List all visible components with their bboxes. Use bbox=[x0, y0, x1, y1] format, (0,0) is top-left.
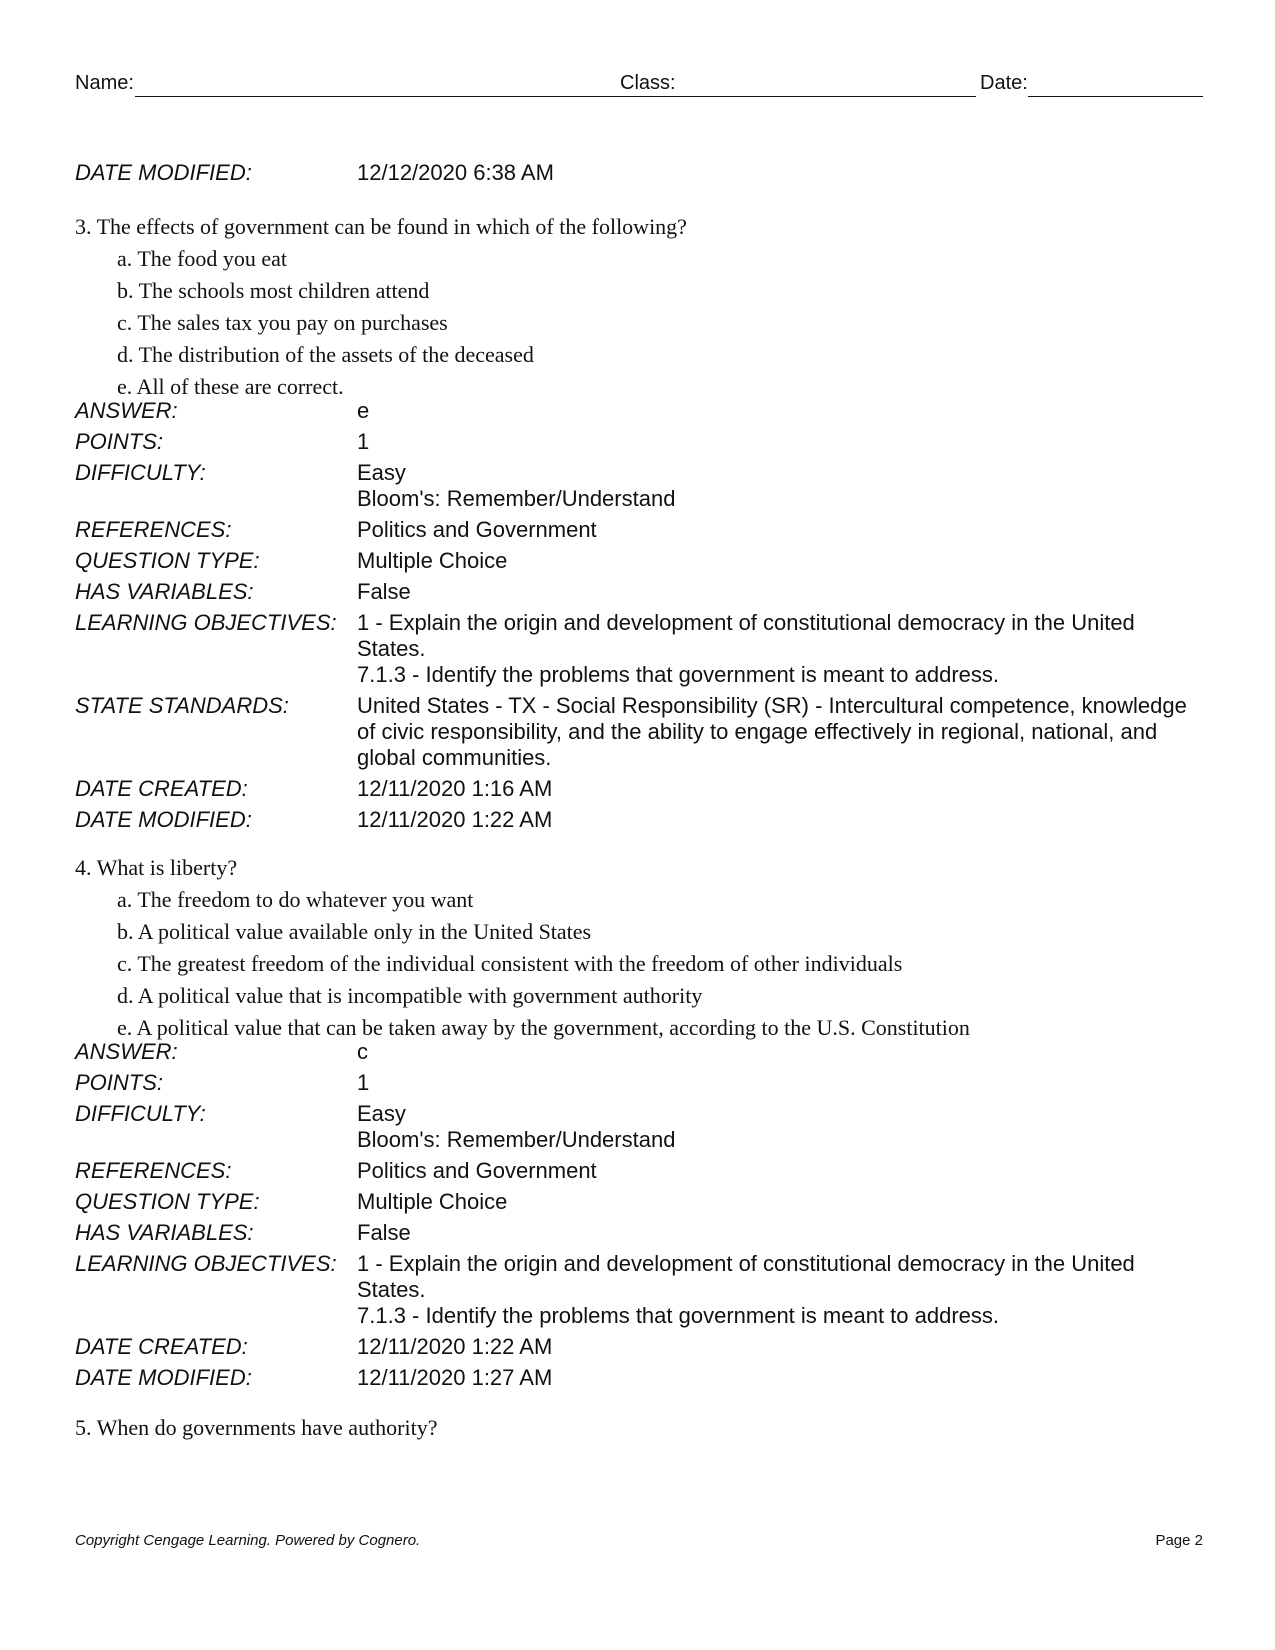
meta-label: STATE STANDARDS: bbox=[75, 693, 289, 718]
meta-label: REFERENCES: bbox=[75, 1158, 232, 1183]
meta-value: 12/11/2020 1:16 AM bbox=[357, 776, 553, 801]
meta-label: HAS VARIABLES: bbox=[75, 579, 254, 604]
meta-label: REFERENCES: bbox=[75, 517, 232, 542]
meta-row-date-modified bbox=[75, 1365, 1203, 1391]
meta-value bbox=[357, 610, 1203, 688]
worksheet-header bbox=[75, 72, 1203, 102]
answer-option: e. All of these are correct. bbox=[117, 374, 344, 399]
question-4-meta bbox=[75, 1039, 1203, 1396]
question-stem: 4. What is liberty? bbox=[75, 855, 238, 880]
meta-value: United States - TX - Social Responsibility (SR) - Intercultural competence, knowledge of civic responsibility, and the ability to engage effectively in regional, national, and global communities. bbox=[357, 693, 1187, 770]
meta-label: DATE MODIFIED: bbox=[75, 807, 252, 832]
date-label: Date: bbox=[980, 72, 1028, 94]
meta-label: ANSWER: bbox=[75, 398, 178, 423]
learning-objective: 1 - Explain the origin and development of constitutional democracy in the United States. bbox=[357, 610, 1135, 661]
question-4 bbox=[75, 855, 970, 1041]
meta-label: DATE CREATED: bbox=[75, 1334, 248, 1359]
meta-row-has-variables bbox=[75, 1220, 1203, 1246]
copyright-notice: Copyright Cengage Learning. Powered by Cognero. bbox=[75, 1532, 421, 1549]
meta-value: 12/11/2020 1:22 AM bbox=[357, 807, 553, 832]
meta-label: POINTS: bbox=[75, 429, 164, 454]
meta-row-date-created bbox=[75, 1334, 1203, 1360]
blooms-value: Bloom's: Remember/Understand bbox=[357, 486, 676, 511]
meta-value: 12/11/2020 1:27 AM bbox=[357, 1365, 553, 1390]
meta-value: Multiple Choice bbox=[357, 548, 508, 573]
learning-objective: 7.1.3 - Identify the problems that government is meant to address. bbox=[357, 1303, 1000, 1328]
meta-value: Politics and Government bbox=[357, 1158, 597, 1183]
class-blank-line bbox=[676, 96, 976, 97]
page-number: Page 2 bbox=[1155, 1532, 1203, 1549]
answer-option: a. The food you eat bbox=[117, 246, 288, 271]
meta-row-has-variables bbox=[75, 579, 1203, 605]
meta-label: DATE MODIFIED: bbox=[75, 1365, 252, 1390]
meta-label: POINTS: bbox=[75, 1070, 164, 1095]
meta-value: Multiple Choice bbox=[357, 1189, 508, 1214]
question-stem: 5. When do governments have authority? bbox=[75, 1415, 438, 1440]
learning-objective: 7.1.3 - Identify the problems that government is meant to address. bbox=[357, 662, 1000, 687]
difficulty-value: Easy bbox=[357, 1101, 406, 1126]
meta-row-date-created bbox=[75, 776, 1203, 802]
meta-label: LEARNING OBJECTIVES: bbox=[75, 1251, 337, 1276]
answer-option: b. The schools most children attend bbox=[117, 278, 430, 303]
meta-label: LEARNING OBJECTIVES: bbox=[75, 610, 337, 635]
meta-value: 1 bbox=[357, 429, 370, 454]
question-3-meta bbox=[75, 398, 1203, 838]
meta-value: Politics and Government bbox=[357, 517, 597, 542]
meta-label: QUESTION TYPE: bbox=[75, 1189, 260, 1214]
meta-row-difficulty bbox=[75, 1101, 1203, 1153]
answer-option: a. The freedom to do whatever you want bbox=[117, 887, 474, 912]
meta-label: QUESTION TYPE: bbox=[75, 548, 260, 573]
meta-label: DATE CREATED: bbox=[75, 776, 248, 801]
meta-row-points bbox=[75, 1070, 1203, 1096]
meta-value: 12/11/2020 1:22 AM bbox=[357, 1334, 553, 1359]
meta-row-references bbox=[75, 517, 1203, 543]
meta-value: c bbox=[357, 1039, 368, 1064]
meta-value: False bbox=[357, 1220, 411, 1245]
meta-value bbox=[357, 1101, 1203, 1153]
meta-row-learning-objectives bbox=[75, 1251, 1203, 1329]
meta-row-answer bbox=[75, 398, 1203, 424]
name-label: Name: bbox=[75, 72, 134, 94]
meta-label: ANSWER: bbox=[75, 1039, 178, 1064]
meta-value: e bbox=[357, 398, 370, 423]
class-label: Class: bbox=[620, 72, 676, 94]
meta-value: 1 bbox=[357, 1070, 370, 1095]
meta-label: DIFFICULTY: bbox=[75, 460, 206, 485]
meta-row-difficulty bbox=[75, 460, 1203, 512]
meta-row-points bbox=[75, 429, 1203, 455]
previous-question-meta bbox=[75, 160, 1203, 191]
answer-option: c. The greatest freedom of the individual consistent with the freedom of other individuals bbox=[117, 951, 903, 976]
date-blank-line bbox=[1028, 96, 1203, 97]
learning-objective: 1 - Explain the origin and development of constitutional democracy in the United States. bbox=[357, 1251, 1135, 1302]
meta-label: DIFFICULTY: bbox=[75, 1101, 206, 1126]
meta-label: DATE MODIFIED: bbox=[75, 160, 252, 185]
meta-row-question-type bbox=[75, 1189, 1203, 1215]
question-5 bbox=[75, 1415, 438, 1441]
meta-row-learning-objectives bbox=[75, 610, 1203, 688]
meta-row-question-type bbox=[75, 548, 1203, 574]
question-stem: 3. The effects of government can be found in which of the following? bbox=[75, 214, 687, 239]
meta-row-date-modified bbox=[75, 160, 1203, 186]
meta-row-references bbox=[75, 1158, 1203, 1184]
answer-option: d. The distribution of the assets of the deceased bbox=[117, 342, 534, 367]
answer-option: d. A political value that is incompatible with government authority bbox=[117, 983, 703, 1008]
meta-value: 12/12/2020 6:38 AM bbox=[357, 160, 554, 185]
name-blank-line bbox=[135, 96, 684, 97]
meta-row-date-modified bbox=[75, 807, 1203, 833]
meta-row-answer bbox=[75, 1039, 1203, 1065]
meta-value: False bbox=[357, 579, 411, 604]
meta-label: HAS VARIABLES: bbox=[75, 1220, 254, 1245]
question-3 bbox=[75, 214, 687, 400]
meta-row-state-standards bbox=[75, 693, 1203, 771]
difficulty-value: Easy bbox=[357, 460, 406, 485]
answer-option: e. A political value that can be taken away by the government, according to the U.S. Constitution bbox=[117, 1015, 970, 1040]
blooms-value: Bloom's: Remember/Understand bbox=[357, 1127, 676, 1152]
answer-option: b. A political value available only in the United States bbox=[117, 919, 592, 944]
meta-value bbox=[357, 1251, 1203, 1329]
meta-value bbox=[357, 460, 1203, 512]
answer-option: c. The sales tax you pay on purchases bbox=[117, 310, 448, 335]
